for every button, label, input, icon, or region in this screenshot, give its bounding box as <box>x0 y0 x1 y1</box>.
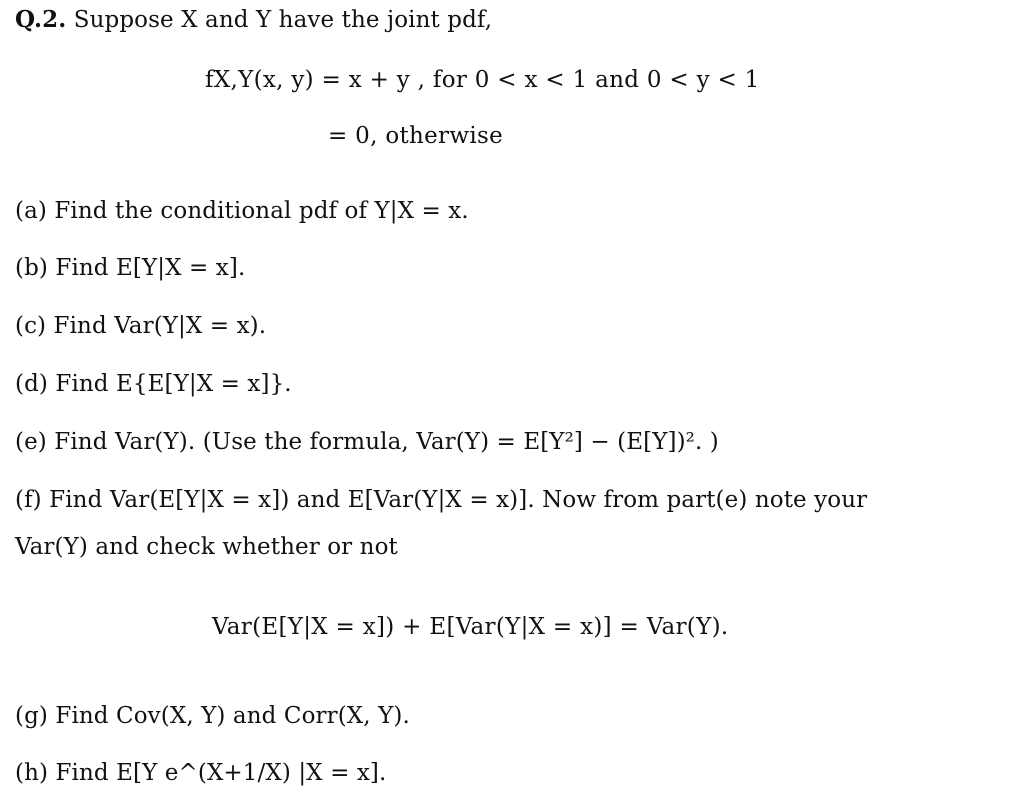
part-e: (e) Find Var(Y). (Use the formula, Var(Y) = E[Y²] − (E[Y])². ) <box>15 429 719 455</box>
pdf-definition-line-1: fX,Y(x, y) = x + y , for 0 < x < 1 and 0 < y < 1 <box>205 67 760 93</box>
part-g: (g) Find Cov(X, Y) and Corr(X, Y). <box>15 703 410 729</box>
part-c: (c) Find Var(Y|X = x). <box>15 313 267 339</box>
part-f-equation: Var(E[Y|X = x]) + E[Var(Y|X = x)] = Var(Y). <box>212 614 729 640</box>
part-b: (b) Find E[Y|X = x]. <box>15 255 246 281</box>
part-h: (h) Find E[Y e^(X+1/X) |X = x]. <box>15 760 387 786</box>
question-header <box>15 5 492 35</box>
part-f-line-2: Var(Y) and check whether or not <box>15 534 398 560</box>
part-f-line-1: (f) Find Var(E[Y|X = x]) and E[Var(Y|X = x)]. Now from part(e) note your <box>15 487 868 513</box>
part-d: (d) Find E{E[Y|X = x]}. <box>15 371 292 397</box>
question-intro: Suppose X and Y have the joint pdf, <box>73 7 493 33</box>
question-label: Q.2. <box>15 6 67 33</box>
part-a: (a) Find the conditional pdf of Y|X = x. <box>15 198 469 224</box>
pdf-definition-line-2: = 0, otherwise <box>328 123 504 149</box>
